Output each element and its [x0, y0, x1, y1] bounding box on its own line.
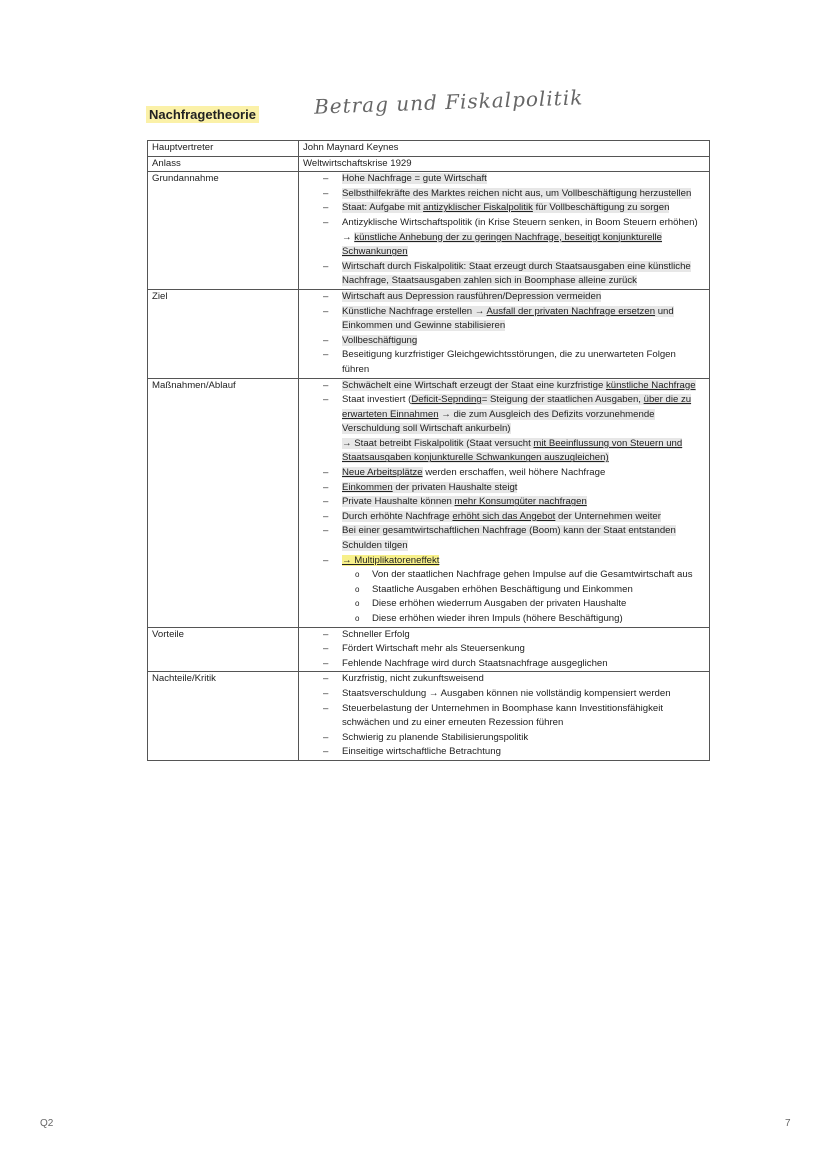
table-row [148, 378, 710, 627]
list-item: – Staatsverschuldung → Ausgaben können nie vollständig kompensiert werden [303, 687, 705, 702]
list-item: – Durch erhöhte Nachfrage erhöht sich das Angebot der Unternehmen weiter [303, 510, 705, 525]
row-label: Hauptvertreter [148, 141, 299, 157]
list-item: – Fehlende Nachfrage wird durch Staatsnachfrage ausgeglichen [303, 657, 705, 672]
list-item: – Neue Arbeitsplätze werden erschaffen, weil höhere Nachfrage [303, 466, 705, 481]
row-content [299, 378, 710, 627]
table-row [148, 627, 710, 672]
list-item: – Schwierig zu planende Stabilisierungspolitik [303, 731, 705, 746]
footer-course-label: Q2 [40, 1118, 54, 1129]
table-row [148, 172, 710, 290]
handwritten-note: Betrag und Fiskalpolitik [313, 85, 584, 119]
page-number: 7 [785, 1118, 791, 1129]
list-item: – Bei einer gesamtwirtschaftlichen Nachfrage (Boom) kann der Staat entstanden Schulden tilgen [303, 524, 705, 553]
row-content [299, 627, 710, 672]
sub-list-item: o Diese erhöhen wiederrum Ausgaben der privaten Haushalte [342, 597, 705, 612]
list-item: – Künstliche Nachfrage erstellen → Ausfall der privaten Nachfrage ersetzen und Einkommen und Gewinne stabilisieren [303, 305, 705, 334]
row-label: Vorteile [148, 627, 299, 672]
table-row [148, 141, 710, 157]
row-label: Ziel [148, 289, 299, 378]
row-value: Weltwirtschaftskrise 1929 [299, 156, 710, 172]
page-title: Nachfragetheorie [146, 106, 259, 123]
row-label: Anlass [148, 156, 299, 172]
list-item: – Hohe Nachfrage = gute Wirtschaft [303, 172, 705, 187]
list-item: – Steuerbelastung der Unternehmen in Boomphase kann Investitionsfähigkeit schwächen und zu einer erneuten Rezession führen [303, 702, 705, 731]
list-item: – → Multiplikatoreneffekt o Von der staatlichen Nachfrage gehen Impulse auf die Gesamtwirtschaft aus o Staatliche Ausgaben erhöhen Beschäftigung und Einkommen o Diese erhöhen wiederrum Ausgaben der privaten Haushalte o Diese erhöhen wieder ihren Impuls (höhere Beschäftigung) [303, 554, 705, 627]
list-item: – Antizyklische Wirtschaftspolitik (in Krise Steuern senken, in Boom Steuern erhöhen) → künstliche Anhebung der zu geringen Nachfrage, beseitigt konjunkturelle Schwankungen [303, 216, 705, 260]
row-content [299, 289, 710, 378]
theory-table [147, 140, 710, 761]
list-item: – Beseitigung kurzfristiger Gleichgewichtsstörungen, die zu unerwarteten Folgen führen [303, 348, 705, 377]
table-row [148, 289, 710, 378]
list-item: – Vollbeschäftigung [303, 334, 705, 349]
row-content [299, 672, 710, 761]
row-label: Nachteile/Kritik [148, 672, 299, 761]
list-item: – Selbsthilfekräfte des Marktes reichen nicht aus, um Vollbeschäftigung herzustellen [303, 187, 705, 202]
table-row [148, 672, 710, 761]
list-item: – Wirtschaft durch Fiskalpolitik: Staat erzeugt durch Staatsausgaben eine künstliche Nachfrage, Staatsausgaben zahlen sich in Boomphase alleine zurück [303, 260, 705, 289]
row-label: Grundannahme [148, 172, 299, 290]
list-item: – Wirtschaft aus Depression rausführen/Depression vermeiden [303, 290, 705, 305]
list-item: – Einkommen der privaten Haushalte steigt [303, 481, 705, 496]
list-item: – Einseitige wirtschaftliche Betrachtung [303, 745, 705, 760]
table-row [148, 156, 710, 172]
list-item: – Private Haushalte können mehr Konsumgüter nachfragen [303, 495, 705, 510]
sub-list-item: o Diese erhöhen wieder ihren Impuls (höhere Beschäftigung) [342, 612, 705, 627]
list-item: – Schwächelt eine Wirtschaft erzeugt der Staat eine kurzfristige künstliche Nachfrage [303, 379, 705, 394]
row-label: Maßnahmen/Ablauf [148, 378, 299, 627]
list-item: – Schneller Erfolg [303, 628, 705, 643]
row-value: John Maynard Keynes [299, 141, 710, 157]
list-item: – Staat investiert (Deficit-Sepnding= Steigung der staatlichen Ausgaben, über die zu erwarteten Einnahmen → die zum Ausgleich des Defizits vorzunehmende Verschuldung soll Wirtschaft ankurbeln) → Staat betreibt Fiskalpolitik (Staat versucht mit Beeinflussung von Steuern und Staatsausgaben konjunkturelle Schwankungen auszugleichen) [303, 393, 705, 466]
list-item: – Kurzfristig, nicht zukunftsweisend [303, 672, 705, 687]
list-item: – Fördert Wirtschaft mehr als Steuersenkung [303, 642, 705, 657]
sub-list-item: o Von der staatlichen Nachfrage gehen Impulse auf die Gesamtwirtschaft aus [342, 568, 705, 583]
sub-list-item: o Staatliche Ausgaben erhöhen Beschäftigung und Einkommen [342, 583, 705, 598]
list-item: – Staat: Aufgabe mit antizyklischer Fiskalpolitik für Vollbeschäftigung zu sorgen [303, 201, 705, 216]
row-content [299, 172, 710, 290]
